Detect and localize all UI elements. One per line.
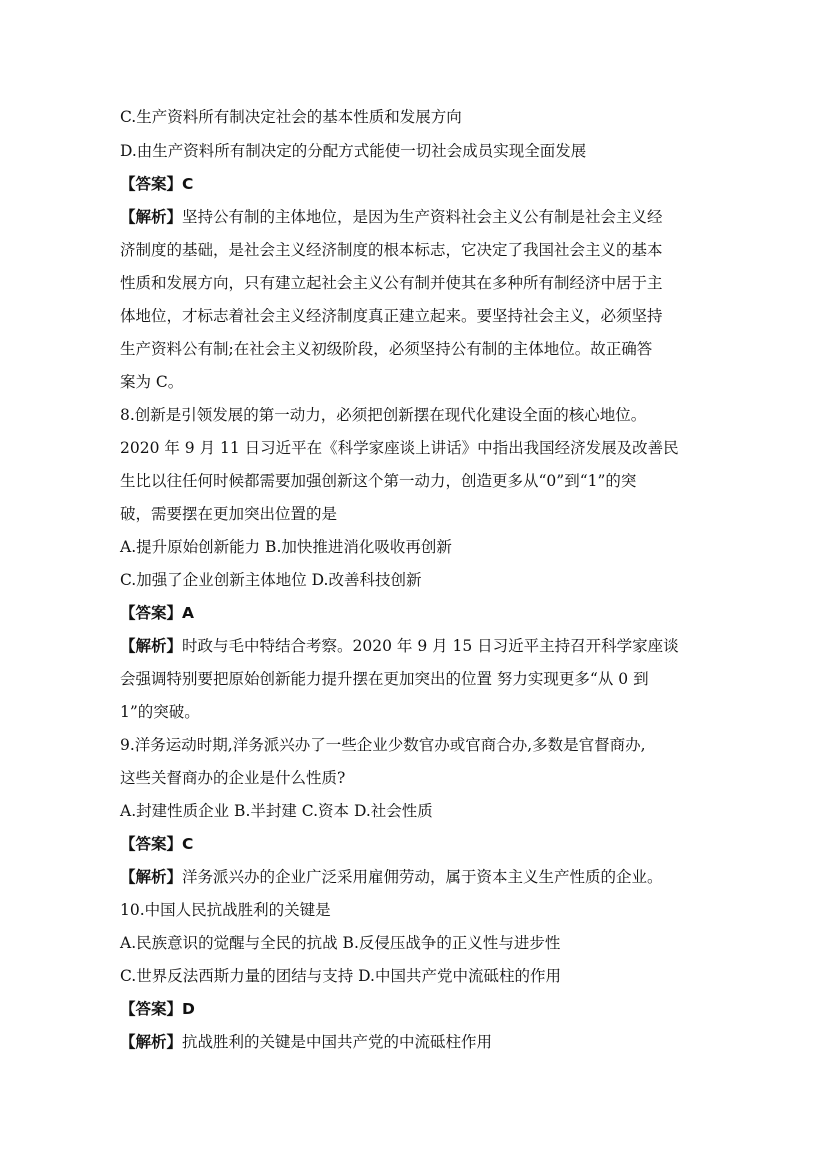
question-text: 2020 年 9 月 11 日习近平在《科学家座谈上讲话》中指出我国经济发展及改善民 [120, 439, 679, 457]
analysis-line: 【解析】坚持公有制的主体地位，是因为生产资料社会主义公有制是社会主义经 [120, 208, 663, 226]
answer-value: D [182, 1000, 195, 1018]
answer-tag: 【答案】 [120, 604, 183, 622]
analysis-tag: 【解析】 [120, 637, 183, 655]
option-c: C.生产资料所有制决定社会的基本性质和发展方向 [120, 108, 462, 126]
options-abcd: A.封建性质企业 B.半封建 C.资本 D.社会性质 [120, 802, 433, 820]
analysis-text: 性质和发展方向，只有建立起社会主义公有制并使其在多种所有制经济中居于主 [120, 274, 663, 292]
analysis-line: 【解析】洋务派兴办的企业广泛采用雇佣劳动，属于资本主义生产性质的企业。 [120, 868, 663, 886]
analysis-line: 【解析】抗战胜利的关键是中国共产党的中流砥柱作用 [120, 1033, 493, 1051]
analysis-text: 济制度的基础，是社会主义经济制度的根本标志，它决定了我国社会主义的基本 [120, 241, 663, 259]
option-d: D.由生产资料所有制决定的分配方式能使一切社会成员实现全面发展 [120, 142, 587, 160]
answer-line [120, 174, 710, 194]
answer-value: C [182, 175, 194, 193]
options-ab: A.民族意识的觉醒与全民的抗战 B.反侵压战争的正义性与进步性 [120, 934, 561, 952]
analysis-text: 会强调特别要把原始创新能力提升摆在更加突出的位置 努力实现更多“从 0 到 [120, 670, 649, 688]
question-text: 生比以往任何时候都需要加强创新这个第一动力，创造更多从“0”到“1”的突 [120, 472, 637, 490]
question-8: 8.创新是引领发展的第一动力，必须把创新摆在现代化建设全面的核心地位。 [120, 406, 647, 424]
options-cd: C.加强了企业创新主体地位 D.改善科技创新 [120, 571, 422, 589]
analysis-tag: 【解析】 [120, 868, 183, 886]
answer-line [120, 834, 710, 854]
answer-tag: 【答案】 [120, 175, 183, 193]
options-cd: C.世界反法西斯力量的团结与支持 D.中国共产党中流砥柱的作用 [120, 967, 561, 985]
answer-line [120, 999, 710, 1019]
analysis-text: 生产资料公有制;在社会主义初级阶段，必须坚持公有制的主体地位。故正确答 [120, 340, 653, 358]
answer-tag: 【答案】 [120, 1000, 183, 1018]
answer-value: C [182, 835, 194, 853]
analysis-text: 1”的突破。 [120, 703, 200, 721]
answer-line [120, 603, 710, 623]
question-text: 破，需要摆在更加突出位置的是 [120, 505, 338, 523]
analysis-text: 体地位，才标志着社会主义经济制度真正建立起来。要坚持社会主义，必须坚持 [120, 307, 663, 325]
analysis-tag: 【解析】 [120, 208, 183, 226]
question-text: 这些关督商办的企业是什么性质? [120, 769, 346, 787]
analysis-line: 【解析】时政与毛中特结合考察。2020 年 9 月 15 日习近平主持召开科学家座谈 [120, 637, 679, 655]
question-9: 9.洋务运动时期,洋务派兴办了一些企业少数官办或官商合办,多数是官督商办, [120, 736, 646, 754]
analysis-text: 案为 C。 [120, 373, 184, 391]
options-ab: A.提升原始创新能力 B.加快推进消化吸收再创新 [120, 538, 452, 556]
answer-value: A [182, 604, 195, 622]
question-10: 10.中国人民抗战胜利的关键是 [120, 901, 331, 919]
analysis-tag: 【解析】 [120, 1033, 183, 1051]
answer-tag: 【答案】 [120, 835, 183, 853]
